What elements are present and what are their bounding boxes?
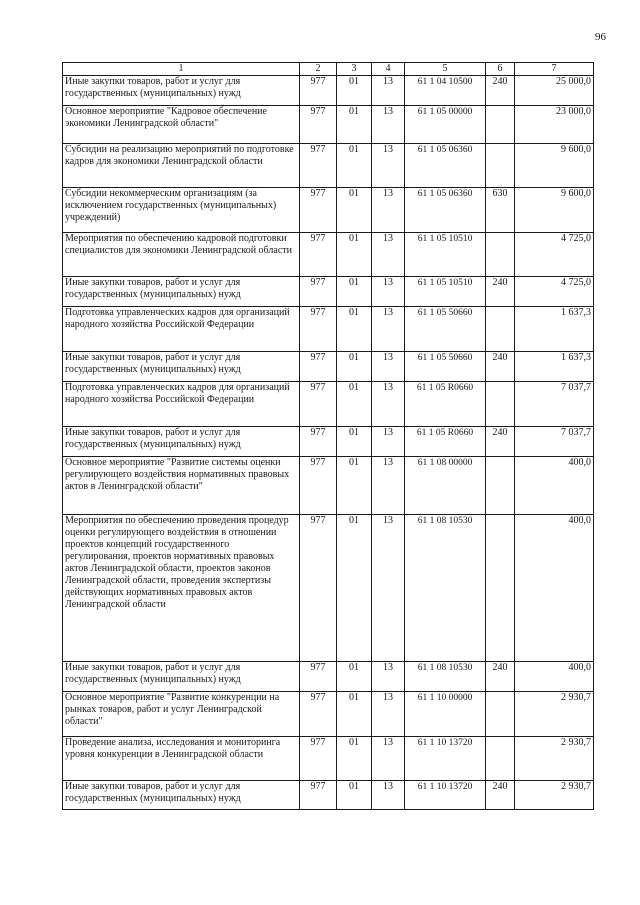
row-amount: 23 000,0 (515, 106, 594, 144)
row-expense-type: 240 (486, 277, 515, 307)
table-row (63, 307, 594, 352)
table-row (63, 692, 594, 737)
table-row (63, 457, 594, 515)
row-ministry-code: 977 (300, 662, 337, 692)
row-subsection: 13 (372, 737, 405, 781)
table-row (63, 76, 594, 106)
row-subsection: 13 (372, 277, 405, 307)
row-name: Основное мероприятие "Развитие конкуренции на рынках товаров, работ и услуг Ленинградской области" (63, 692, 300, 737)
row-section: 01 (337, 233, 372, 277)
row-target-article: 61 1 05 R0660 (405, 382, 486, 427)
row-ministry-code: 977 (300, 233, 337, 277)
row-ministry-code: 977 (300, 352, 337, 382)
row-target-article: 61 1 10 00000 (405, 692, 486, 737)
row-name: Мероприятия по обеспечению кадровой подготовки специалистов для экономики Ленинградской области (63, 233, 300, 277)
row-amount: 400,0 (515, 662, 594, 692)
column-header-6: 6 (486, 63, 515, 76)
row-ministry-code: 977 (300, 307, 337, 352)
row-name: Иные закупки товаров, работ и услуг для государственных (муниципальных) нужд (63, 277, 300, 307)
row-expense-type: 240 (486, 781, 515, 810)
row-subsection: 13 (372, 692, 405, 737)
row-ministry-code: 977 (300, 737, 337, 781)
row-subsection: 13 (372, 76, 405, 106)
row-name: Субсидии некоммерческим организациям (за исключением государственных (муниципальных) учреждений) (63, 188, 300, 233)
row-ministry-code: 977 (300, 515, 337, 662)
row-name: Проведение анализа, исследования и мониторинга уровня конкуренции в Ленинградской области (63, 737, 300, 781)
row-target-article: 61 1 05 10510 (405, 233, 486, 277)
page-number: 96 (595, 31, 606, 43)
row-section: 01 (337, 106, 372, 144)
row-subsection: 13 (372, 106, 405, 144)
table-row (63, 427, 594, 457)
row-ministry-code: 977 (300, 427, 337, 457)
row-section: 01 (337, 188, 372, 233)
row-subsection: 13 (372, 427, 405, 457)
row-expense-type (486, 382, 515, 427)
row-subsection: 13 (372, 188, 405, 233)
row-subsection: 13 (372, 515, 405, 662)
row-amount: 1 637,3 (515, 352, 594, 382)
row-target-article: 61 1 05 00000 (405, 106, 486, 144)
row-expense-type (486, 515, 515, 662)
row-expense-type: 240 (486, 76, 515, 106)
row-expense-type (486, 144, 515, 188)
table-row (63, 277, 594, 307)
row-subsection: 13 (372, 662, 405, 692)
row-target-article: 61 1 05 06360 (405, 188, 486, 233)
row-expense-type (486, 737, 515, 781)
row-name: Иные закупки товаров, работ и услуг для государственных (муниципальных) нужд (63, 427, 300, 457)
row-name: Иные закупки товаров, работ и услуг для государственных (муниципальных) нужд (63, 352, 300, 382)
table-row (63, 188, 594, 233)
row-amount: 2 930,7 (515, 737, 594, 781)
column-header-7: 7 (515, 63, 594, 76)
row-section: 01 (337, 277, 372, 307)
column-header-3: 3 (337, 63, 372, 76)
row-section: 01 (337, 662, 372, 692)
row-name: Основное мероприятие "Кадровое обеспечение экономики Ленинградской области" (63, 106, 300, 144)
row-target-article: 61 1 04 10500 (405, 76, 486, 106)
row-amount: 7 037,7 (515, 382, 594, 427)
row-subsection: 13 (372, 144, 405, 188)
row-subsection: 13 (372, 382, 405, 427)
row-section: 01 (337, 427, 372, 457)
row-subsection: 13 (372, 307, 405, 352)
row-name: Мероприятия по обеспечению проведения процедур оценки регулирующего воздействия в отношении проектов концепций государственного регулирования, проектов нормативных правовых актов Ленинградской области, проектов законов Ленинградской области, проведения экспертизы действующих нормативных правовых актов Ленинградской области (63, 515, 300, 662)
row-section: 01 (337, 781, 372, 810)
row-expense-type (486, 307, 515, 352)
row-target-article: 61 1 05 06360 (405, 144, 486, 188)
row-name: Основное мероприятие "Развитие системы оценки регулирующего воздействия нормативных правовых актов в Ленинградской области" (63, 457, 300, 515)
table-row (63, 382, 594, 427)
row-amount: 9 600,0 (515, 144, 594, 188)
row-section: 01 (337, 515, 372, 662)
row-amount: 400,0 (515, 515, 594, 662)
table-row (63, 233, 594, 277)
table-body (63, 76, 594, 810)
row-expense-type: 630 (486, 188, 515, 233)
row-subsection: 13 (372, 781, 405, 810)
row-target-article: 61 1 05 10510 (405, 277, 486, 307)
row-amount: 2 930,7 (515, 781, 594, 810)
row-amount: 9 600,0 (515, 188, 594, 233)
column-header-2: 2 (300, 63, 337, 76)
row-amount: 7 037,7 (515, 427, 594, 457)
row-section: 01 (337, 76, 372, 106)
row-subsection: 13 (372, 352, 405, 382)
row-ministry-code: 977 (300, 692, 337, 737)
row-expense-type (486, 457, 515, 515)
row-expense-type (486, 692, 515, 737)
table-row (63, 737, 594, 781)
row-ministry-code: 977 (300, 382, 337, 427)
row-ministry-code: 977 (300, 76, 337, 106)
row-section: 01 (337, 382, 372, 427)
table-row (63, 144, 594, 188)
row-ministry-code: 977 (300, 144, 337, 188)
row-subsection: 13 (372, 233, 405, 277)
row-expense-type (486, 106, 515, 144)
column-header-1: 1 (63, 63, 300, 76)
table-row (63, 662, 594, 692)
table-row (63, 515, 594, 662)
table-row (63, 781, 594, 810)
row-target-article: 61 1 10 13720 (405, 737, 486, 781)
table-row (63, 352, 594, 382)
row-amount: 4 725,0 (515, 233, 594, 277)
row-amount: 400,0 (515, 457, 594, 515)
row-amount: 25 000,0 (515, 76, 594, 106)
row-amount: 2 930,7 (515, 692, 594, 737)
row-ministry-code: 977 (300, 781, 337, 810)
row-target-article: 61 1 08 10530 (405, 662, 486, 692)
row-section: 01 (337, 352, 372, 382)
column-header-4: 4 (372, 63, 405, 76)
row-name: Иные закупки товаров, работ и услуг для государственных (муниципальных) нужд (63, 76, 300, 106)
row-expense-type: 240 (486, 427, 515, 457)
row-name: Иные закупки товаров, работ и услуг для государственных (муниципальных) нужд (63, 781, 300, 810)
row-ministry-code: 977 (300, 106, 337, 144)
row-target-article: 61 1 05 50660 (405, 352, 486, 382)
budget-table (62, 62, 594, 810)
table-header-row (63, 63, 594, 76)
row-subsection: 13 (372, 457, 405, 515)
row-ministry-code: 977 (300, 188, 337, 233)
row-section: 01 (337, 692, 372, 737)
row-target-article: 61 1 08 00000 (405, 457, 486, 515)
row-section: 01 (337, 737, 372, 781)
column-header-5: 5 (405, 63, 486, 76)
row-target-article: 61 1 08 10530 (405, 515, 486, 662)
row-expense-type: 240 (486, 352, 515, 382)
table-row (63, 106, 594, 144)
row-name: Подготовка управленческих кадров для организаций народного хозяйства Российской Федерации (63, 307, 300, 352)
row-expense-type (486, 233, 515, 277)
row-name: Субсидии на реализацию мероприятий по подготовке кадров для экономики Ленинградской области (63, 144, 300, 188)
row-target-article: 61 1 05 R0660 (405, 427, 486, 457)
row-ministry-code: 977 (300, 457, 337, 515)
row-name: Иные закупки товаров, работ и услуг для государственных (муниципальных) нужд (63, 662, 300, 692)
row-section: 01 (337, 457, 372, 515)
row-ministry-code: 977 (300, 277, 337, 307)
row-name: Подготовка управленческих кадров для организаций народного хозяйства Российской Федерации (63, 382, 300, 427)
row-target-article: 61 1 10 13720 (405, 781, 486, 810)
row-section: 01 (337, 307, 372, 352)
row-target-article: 61 1 05 50660 (405, 307, 486, 352)
row-section: 01 (337, 144, 372, 188)
row-expense-type: 240 (486, 662, 515, 692)
row-amount: 1 637,3 (515, 307, 594, 352)
row-amount: 4 725,0 (515, 277, 594, 307)
